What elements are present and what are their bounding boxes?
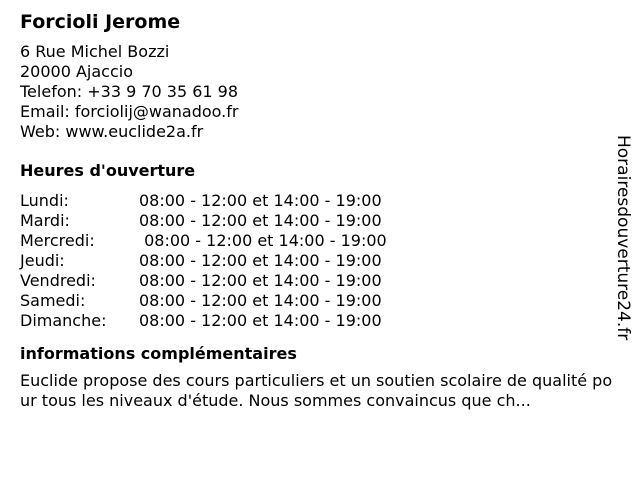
hours-value: 08:00 - 12:00 et 14:00 - 19:00 xyxy=(139,191,382,210)
business-card xyxy=(20,10,613,411)
hours-row-friday xyxy=(20,271,610,291)
site-watermark: Horairesdouverture24.fr xyxy=(613,135,633,341)
day-label: Samedi: xyxy=(20,291,86,310)
business-name: Forcioli Jerome xyxy=(20,11,181,33)
hours-row-monday xyxy=(20,191,610,211)
hours-value: 08:00 - 12:00 et 14:00 - 19:00 xyxy=(139,271,382,290)
hours-value: 08:00 - 12:00 et 14:00 - 19:00 xyxy=(139,211,382,230)
day-label: Dimanche: xyxy=(20,311,107,330)
day-label: Lundi: xyxy=(20,191,69,210)
contact-block xyxy=(20,42,610,142)
hours-value: 08:00 - 12:00 et 14:00 - 19:00 xyxy=(139,291,382,310)
street-address: 6 Rue Michel Bozzi xyxy=(20,42,170,61)
opening-hours-title: Heures d'ouverture xyxy=(20,161,196,180)
day-label: Mardi: xyxy=(20,211,70,230)
hours-value: 08:00 - 12:00 et 14:00 - 19:00 xyxy=(139,251,382,270)
hours-value: 08:00 - 12:00 et 14:00 - 19:00 xyxy=(139,231,387,250)
city-postcode: 20000 Ajaccio xyxy=(20,62,134,81)
hours-row-wednesday xyxy=(20,231,610,251)
day-label: Vendredi: xyxy=(20,271,96,290)
email-address: Email: forciolij@wanadoo.fr xyxy=(20,102,239,121)
hours-row-thursday xyxy=(20,251,610,271)
phone-number: Telefon: +33 9 70 35 61 98 xyxy=(20,82,239,101)
hours-row-tuesday xyxy=(20,211,610,231)
hours-row-saturday xyxy=(20,291,610,311)
website-address: Web: www.euclide2a.fr xyxy=(20,122,204,141)
additional-info-text: Euclide propose des cours particuliers et un soutien scolaire de qualité pour tous les niveaux d'étude. Nous sommes convaincus que ch... xyxy=(20,371,613,410)
hours-value: 08:00 - 12:00 et 14:00 - 19:00 xyxy=(139,311,382,330)
additional-info-title: informations complémentaires xyxy=(20,344,297,363)
opening-hours-table xyxy=(20,191,610,331)
hours-row-sunday xyxy=(20,311,610,331)
day-label: Mercredi: xyxy=(20,231,95,250)
day-label: Jeudi: xyxy=(20,251,65,270)
